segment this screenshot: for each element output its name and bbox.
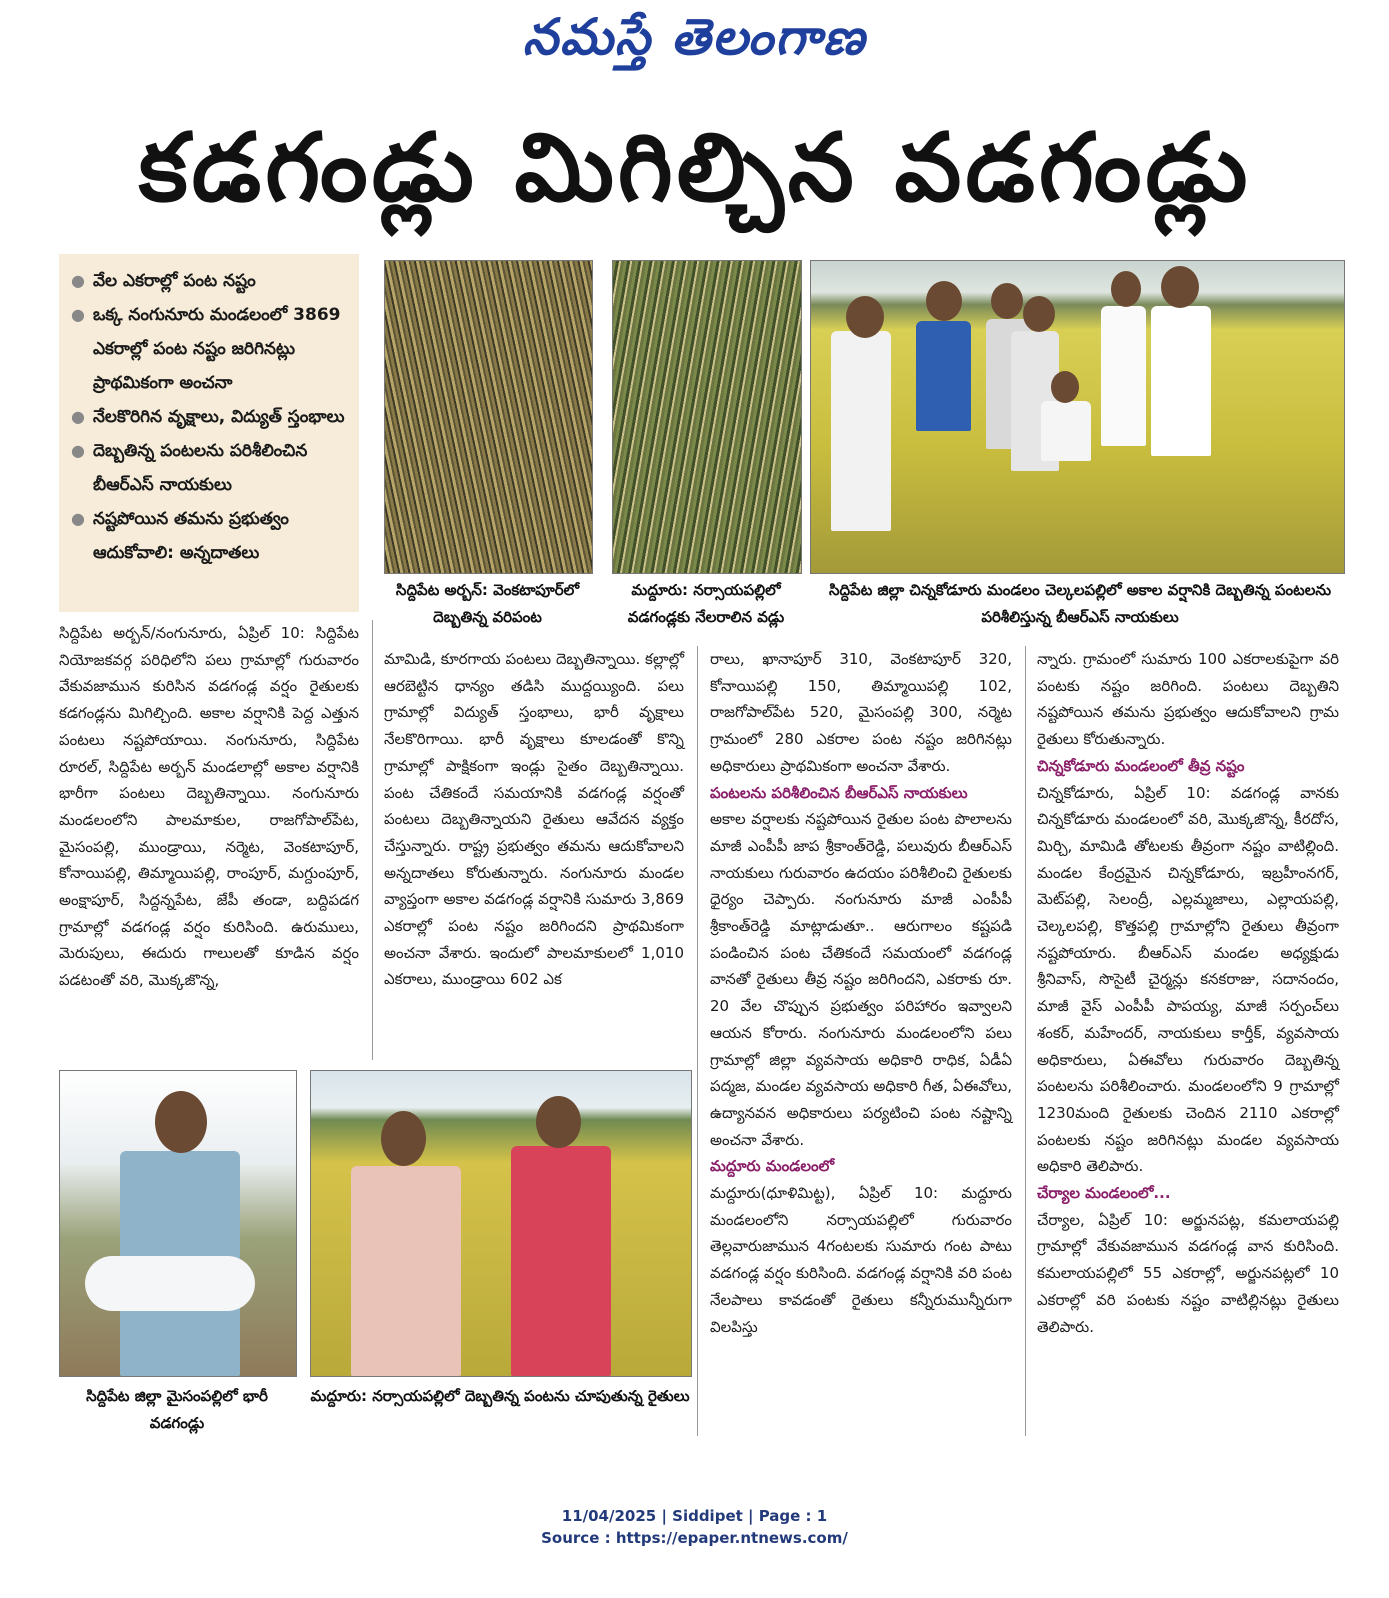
headline: కడగండ్లు మిగిల్చిన వడగండ్లు: [138, 114, 1252, 223]
subheading: చిన్నకోడూరు మండలంలో తీవ్ర నష్టం: [1037, 756, 1245, 775]
column-divider: [1025, 646, 1026, 1436]
caption-photo5: మద్దూరు: నర్సాయపల్లిలో దెబ్బతిన్న పంటను చూపుతున్న రైతులు: [310, 1387, 690, 1405]
photo-leaders-inspecting: [810, 260, 1345, 574]
caption-photo2: మద్దూరు: నర్సాయపల్లిలో వడగండ్లకు నేలరాలిన వడ్లు: [627, 581, 785, 626]
bullet-icon: ●: [71, 441, 85, 460]
page-footer: [0, 1505, 1389, 1549]
bullet-icon: ●: [71, 407, 85, 426]
highlight-item: ● వేల ఎకరాల్లో పంట నష్టం: [71, 264, 347, 298]
masthead: నమస్తే తెలంగాణ: [522, 8, 867, 66]
footer-source-link[interactable]: Source : https://epaper.ntnews.com/: [541, 1529, 848, 1547]
photo-damaged-paddy: [384, 260, 593, 574]
bullet-icon: ●: [71, 305, 85, 324]
subheading: పంటలను పరిశీలించిన బీఆర్ఎస్ నాయకులు: [710, 783, 968, 802]
footer-date-line: 11/04/2025 | Siddipet | Page : 1: [561, 1507, 828, 1525]
article-column-3: రాలు, ఖానాపూర్ 310, వెంకటాపూర్ 320, కోనాయిపల్లి 150, తిమ్మాయిపల్లి 102, రాజగోపాల్‌పేట 520, మైసంపల్లి 300, నర్మెట గ్రామంలో 280 ఎకరాల పంట నష్టం జరిగినట్లు అధికారులు ప్రాథమికంగా అంచనా వేశారు. పంటలను పరిశీలించిన బీఆర్ఎస్ నాయకులు అకాల వర్షాలకు నష్టపోయిన రైతుల పంట పొలాలను మాజీ ఎంపీపీ జాప శ్రీకాంత్‌రెడ్డి, పలువురు బీఆర్ఎస్ నాయకులు గురువారం ఉదయం పరిశీలించి రైతులకు ధైర్యం చెప్పారు. నంగునూరు మాజీ ఎంపీపీ శ్రీకాంత్‌రెడ్డి మాట్లాడుతూ.. ఆరుగాలం కష్టపడి పండించిన పంట చేతికందే సమయంలో వడగండ్ల వానతో రైతులు తీవ్ర నష్టం జరిగిందని, ఎకరాకు రూ. 20 వేల చొప్పున ప్రభుత్వం పరిహారం ఇవ్వాలని ఆయన కోరారు. నంగునూరు మండలంలోని పలు గ్రామాల్లో జిల్లా వ్యవసాయ అధికారి రాధిక, ఏడీఏ పద్మజ, మండల వ్యవసాయ అధికారి గీత, ఏఈవోలు, ఉద్యానవన అధికారులు పర్యటించి పంట నష్టాన్ని అంచనా వేశారు. మద్దూరు మండలంలో మద్దూరు(ధూళిమిట్ట), ఏప్రిల్ 10: మద్దూరు మండలంలోని నర్సాయపల్లిలో గురువారం తెల్లవారుజామున 4గంటలకు సుమారు గంట పాటు వడగండ్ల వర్షం కురిసింది. వడగండ్ల వర్షానికి వరి పంట నేలపాలు కావడంతో రైతులు కన్నీరుమున్నీరుగా విలపిస్తు: [710, 650, 1012, 1336]
subheading: చేర్యాల మండలంలో...: [1037, 1184, 1171, 1203]
highlight-item: ● నష్టపోయిన తమను ప్రభుత్వం ఆదుకోవాలి: అన్నదాతలు: [71, 502, 347, 570]
caption-photo4: సిద్దిపేట జిల్లా మైసంపల్లిలో భారీ వడగండ్లు: [86, 1387, 268, 1432]
caption-photo3: సిద్దిపేట జిల్లా చిన్నకోడూరు మండలం చెల్కలపల్లిలో అకాల వర్షానికి దెబ్బతిన్న పంటలను పరిశీలిస్తున్న బీఆర్ఎస్ నాయకులు: [828, 581, 1332, 626]
highlights-box: [59, 254, 359, 612]
column-divider: [697, 646, 698, 1436]
photo-farmers-in-field: [310, 1070, 692, 1377]
highlight-item: ● ఒక్క నంగునూరు మండలంలో 3869 ఎకరాల్లో పంట నష్టం జరిగినట్లు ప్రాథమికంగా అంచనా: [71, 298, 347, 400]
article-column-2: మామిడి, కూరగాయ పంటలు దెబ్బతిన్నాయి. కల్లాల్లో ఆరబెట్టిన ధాన్యం తడిసి ముద్దయ్యింది. పలు గ్రామాల్లో విద్యుత్ స్తంభాలు, భారీ వృక్షాలు నేలకొరిగాయి. భారీ వృక్షాలు కూలడంతో కొన్ని గ్రామాల్లో పాక్షికంగా ఇండ్లు సైతం దెబ్బతిన్నాయి. పంట చేతికందే సమయానికి వడగండ్ల వర్షంతో పంటలు దెబ్బతిన్నాయని రైతులు ఆవేదన వ్యక్తం చేస్తున్నారు. రాష్ట్ర ప్రభుత్వం తమను ఆదుకోవాలని అన్నదాతలు కోరుతున్నారు. నంగునూరు మండల వ్యాప్తంగా అకాల వడగండ్ల వర్షానికి సుమారు 3,869 ఎకరాల్లో పంట నష్టం జరిగిందని ప్రాథమికంగా అంచనా వేశారు. ఇందులో పాలమాకులలో 1,010 ఎకరాలు, ముండ్రాయి 602 ఎక: [384, 650, 684, 989]
highlight-item: ● నేలకొరిగిన వృక్షాలు, విద్యుత్ స్తంభాలు: [71, 400, 347, 434]
photo-hailstones: [59, 1070, 297, 1377]
subheading: మద్దూరు మండలంలో: [710, 1157, 835, 1176]
bullet-icon: ●: [71, 509, 85, 528]
bullet-icon: ●: [71, 271, 85, 290]
article-column-1: సిద్దిపేట అర్బన్/నంగునూరు, ఏప్రిల్ 10: సిద్దిపేట నియోజకవర్గ పరిధిలోని పలు గ్రామాల్లో గురువారం వేకువజామున కురిసిన వడగండ్ల వర్షం రైతులకు కడగండ్లను మిగిల్చింది. అకాల వర్షానికి పెద్ద ఎత్తున పంటలు నష్టపోయాయి. నంగునూరు, సిద్దిపేట రూరల్, సిద్దిపేట అర్బన్ మండలాల్లో అకాల వర్షానికి భారీగా పంటలు దెబ్బతిన్నాయి. నంగునూరు మండలంలోని పాలమాకుల, రాజగోపాల్‌పేట, మైసంపల్లి, ముండ్రాయి, నర్మెట, వెంకటాపూర్, కోనాయిపల్లి, తిమ్మాయిపల్లి, రాంపూర్, మగ్దుంపూర్, అంక్షాపూర్, సిద్దన్నపేట, జేపీ తండా, బద్దిపడగ గ్రామాల్లో వడగండ్ల వర్షం కురిసింది. ఉరుములు, మెరుపులు, ఈదురు గాలులతో కూడిన వర్షం పడటంతో వరి, మొక్కజొన్న,: [59, 624, 359, 990]
photo-fallen-grains: [612, 260, 802, 574]
highlight-item: ● దెబ్బతిన్న పంటలను పరిశీలించిన బీఆర్ఎస్ నాయకులు: [71, 434, 347, 502]
article-column-4: న్నారు. గ్రామంలో సుమారు 100 ఎకరాలకుపైగా వరి పంటకు నష్టం జరిగింది. పంటలు దెబ్బతిని నష్టపోయిన తమను ప్రభుత్వం ఆదుకోవాలని గ్రామ రైతులు కోరుతున్నారు. చిన్నకోడూరు మండలంలో తీవ్ర నష్టం చిన్నకోడూరు, ఏప్రిల్ 10: వడగండ్ల వానకు చిన్నకోడూరు మండలంలో వరి, మొక్కజొన్న, కీరదోస, మిర్చి, మామిడి తోటలకు తీవ్రంగా నష్టం వాటిల్లింది. మండల కేంద్రమైన చిన్నకోడూరు, ఇబ్రహీంనగర్, మెట్‌పల్లి, సెలంద్రీ, ఎల్లమ్మజాలు, ఎల్లాయపల్లి, చెల్కలపల్లి, కొత్తపల్లి గ్రామాల్లోని రైతులు తీవ్రంగా నష్టపోయారు. బీఆర్ఎస్ మండల అధ్యక్షుడు శ్రీనివాస్, సొసైటీ చైర్మన్లు కనకరాజు, సదానందం, మాజీ వైస్ ఎంపీపీ పాపయ్య, మాజీ సర్పంచ్‌లు శంకర్, మహేందర్, నాయకులు కార్తీక్, వ్యవసాయ అధికారులు, ఏఈవోలు గురువారం దెబ్బతిన్న పంటలను పరిశీలించారు. మండలంలోని 9 గ్రామాల్లో 1230మంది రైతులకు చెందిన 2110 ఎకరాల్లో పంటలకు నష్టం జరిగినట్లు మండల వ్యవసాయ అధికారి తెలిపారు. చేర్యాల మండలంలో... చేర్యాల, ఏప్రిల్ 10: అర్జునపట్ల, కమలాయపల్లి గ్రామాల్లో వేకువజామున వడగండ్ల వాన కురిసింది. కమలాయపల్లిలో 55 ఎకరాల్లో, అర్జునపట్లలో 10 ఎకరాల్లో వరి పంటకు నష్టం వాటిల్లినట్లు రైతులు తెలిపారు.: [1037, 650, 1339, 1336]
caption-photo1: సిద్దిపేట అర్బన్: వెంకటాపూర్‌లో దెబ్బతిన్న వరిపంట: [395, 581, 580, 626]
column-divider: [372, 620, 373, 1060]
